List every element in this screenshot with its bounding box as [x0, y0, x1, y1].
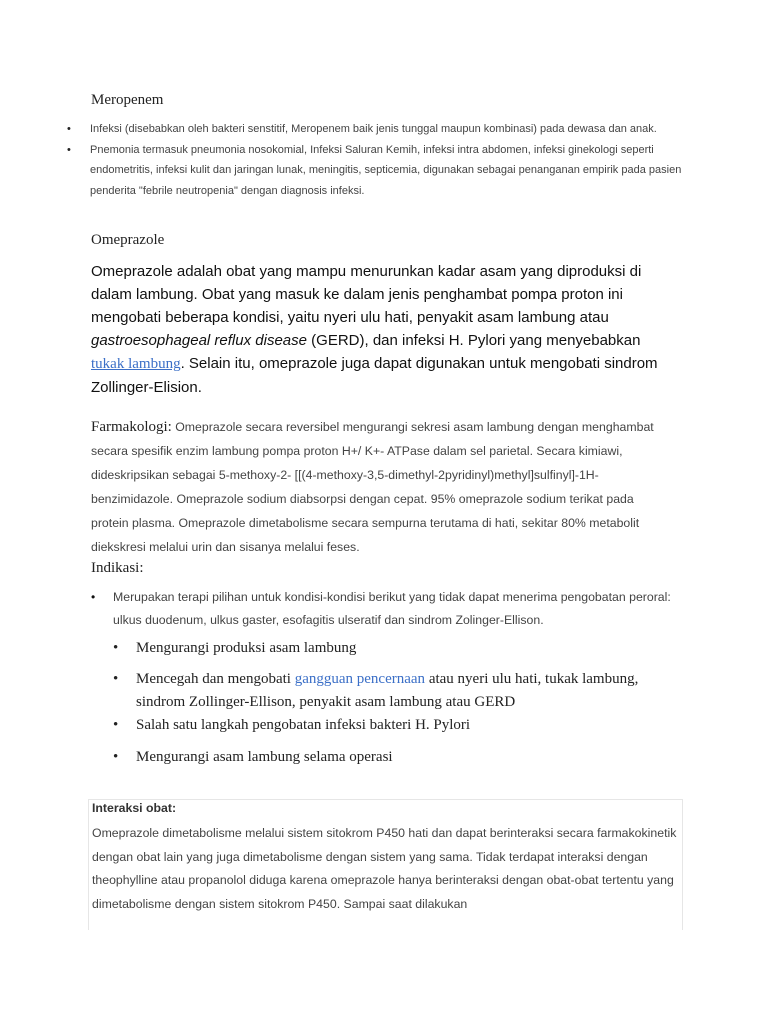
meropenem-heading: Meropenem: [91, 92, 164, 108]
farmakologi-label: Farmakologi:: [91, 419, 172, 435]
interaksi-box: [88, 799, 683, 930]
list-item: [64, 140, 684, 202]
interaksi-text: Omeprazole dimetabolisme melalui sistem sitokrom P450 hati dan dapat berinteraksi secara farmakokinetik dengan obat lain yang juga dimetabolisme dengan sistem yang sama. Tidak terdapat interaksi dengan theophylline atau propanolol diduga karena omeprazole hanya berinteraksi dengan obat-obat tertentu yang dimetabolisme dengan sistem sitokrom P450. Sampai saat dilakukan: [92, 826, 677, 911]
meropenem-list: [64, 119, 684, 201]
indikasi-main-text: Merupakan terapi pilihan untuk kondisi-kondisi berikut yang tidak dapat menerima pengobatan peroral: ulkus duodenum, ulkus gaster, esofagitis ulseratif dan sindrom Zolinger-Ellison.: [113, 590, 671, 627]
bullet-icon: •: [91, 590, 96, 604]
list-item-text: Infeksi (disebabkan oleh bakteri senstitif, Meropenem baik jenis tunggal maupun kombinasi) pada dewasa dan anak.: [90, 123, 657, 135]
indikasi-main-item: [91, 586, 681, 632]
intro-italic: gastroesophageal reflux disease: [91, 332, 307, 349]
farmakologi-text: Omeprazole secara reversibel mengurangi sekresi asam lambung dengan menghambat secara spesifik enzim lambung pompa proton H+/ K+- ATPase dalam sel parietal. Secara kimiawi, dideskripsikan sebagai 5-methoxy-2- [[(4-methoxy-3,5-dimethyl-2pyridinyl)methyl]sulfinyl]-1H-benzimidazole. Omeprazole sodium diabsorpsi dengan cepat. 95% omeprazole sodium terikat pada protein plasma. Omeprazole dimetabolisme secara sempurna terutama di hati, sekitar 80% metabolit diekskresi melalui urin dan sisanya melalui feses.: [91, 420, 654, 554]
omeprazole-intro: [91, 260, 671, 399]
list-item: [113, 668, 673, 714]
bullet-icon: •: [113, 640, 119, 656]
bullet-icon: •: [113, 749, 119, 765]
interaksi-title: Interaksi obat:: [92, 801, 177, 815]
intro-text: (GERD), dan infeksi H. Pylori yang menyebabkan: [306, 332, 641, 349]
list-item: [113, 746, 673, 769]
farmakologi-paragraph: [91, 415, 671, 559]
list-item-text: Pnemonia termasuk pneumonia nosokomial, Infeksi Saluran Kemih, infeksi intra abdomen, infeksi ginekologi seperti endometritis, infeksi kulit dan jaringan lunak, meningitis, septicemia, digunakan sebagai penanganan empirik pada pasien penderita "febrile neutropenia" dengan diagnosis infeksi.: [90, 143, 682, 197]
indikasi-sub-text: [113, 668, 673, 714]
tukak-lambung-link[interactable]: tukak lambung: [91, 356, 181, 372]
list-item: [113, 714, 673, 737]
list-item: [113, 637, 673, 660]
intro-text: Omeprazole adalah obat yang mampu menurunkan kadar asam yang diproduksi di dalam lambung. Obat yang masuk ke dalam jenis penghambat pompa proton ini mengobati beberapa kondisi, yaitu nyeri ulu hati, penyakit asam lambung atau: [91, 263, 642, 326]
indikasi-sub-text: Mengurangi produksi asam lambung: [136, 640, 357, 656]
bullet-icon: •: [67, 123, 71, 135]
sub-text: Mencegah dan mengobati: [136, 671, 295, 687]
gangguan-pencernaan-link[interactable]: gangguan pencernaan: [294, 671, 426, 687]
bullet-icon: •: [67, 143, 71, 156]
sub-text: atau nyeri ulu hati, tukak lambung, sindrom Zollinger-Ellison, penyakit asam lambung atau GERD: [136, 671, 639, 710]
bullet-icon: •: [113, 717, 119, 733]
indikasi-heading: Indikasi:: [91, 560, 144, 576]
indikasi-sub-text: Salah satu langkah pengobatan infeksi bakteri H. Pylori: [136, 717, 471, 733]
list-item: [64, 119, 684, 140]
bullet-icon: •: [113, 671, 119, 687]
intro-text: . Selain itu, omeprazole juga dapat digunakan untuk mengobati sindrom Zollinger-Elision.: [91, 355, 658, 396]
indikasi-sub-text: Mengurangi asam lambung selama operasi: [136, 749, 393, 765]
omeprazole-heading: Omeprazole: [91, 232, 165, 248]
